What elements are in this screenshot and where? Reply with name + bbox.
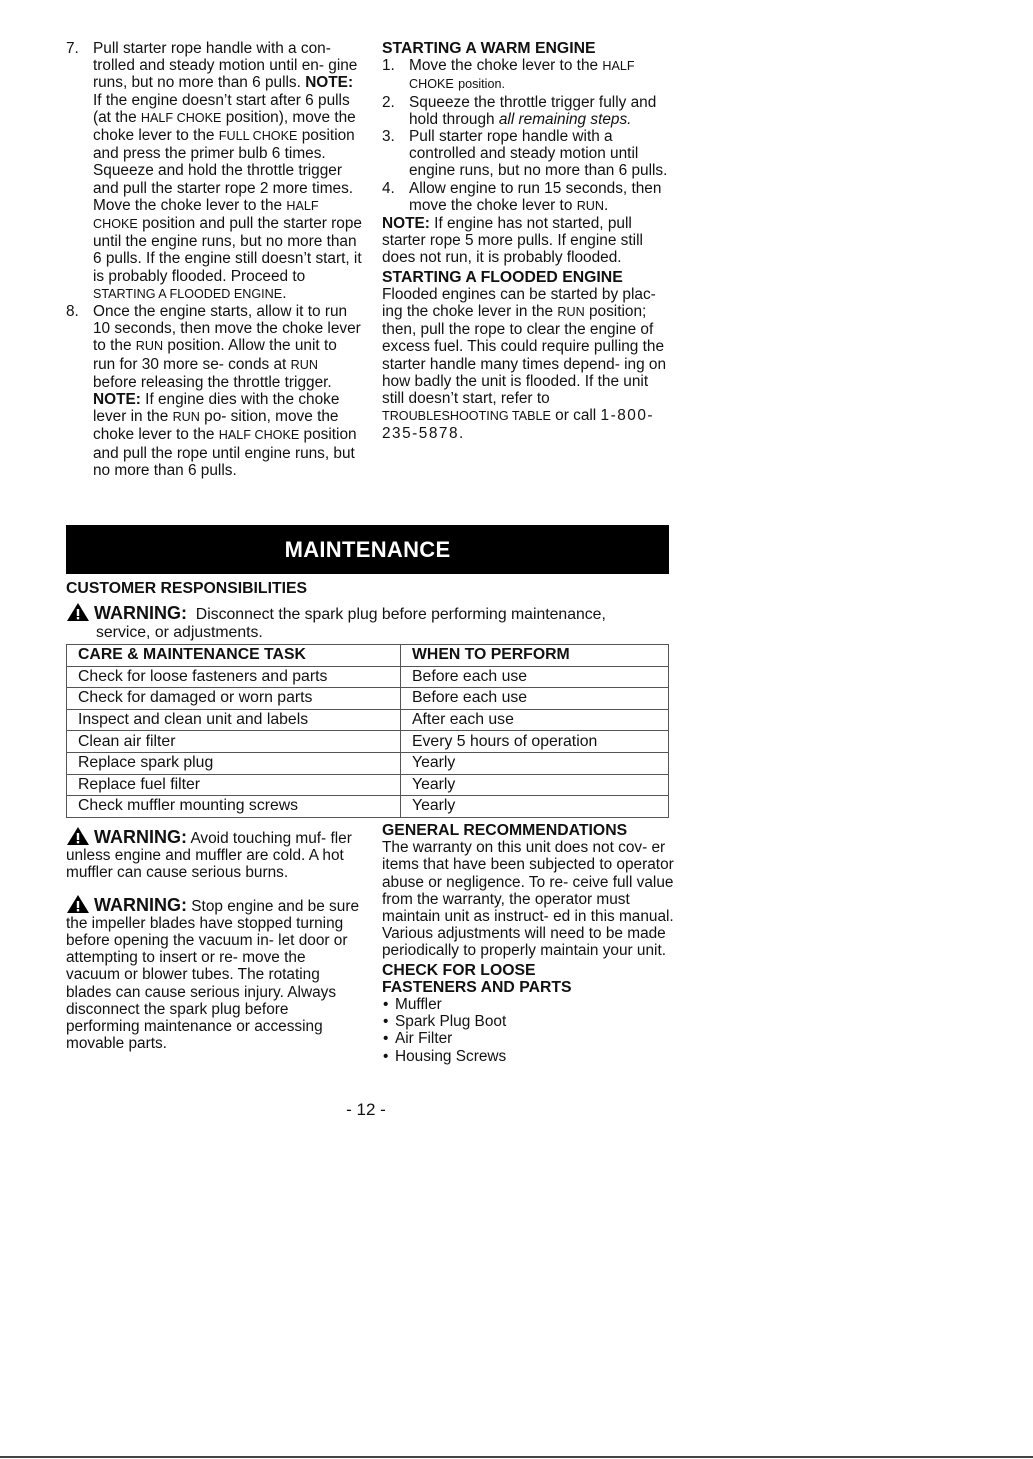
run-term-1: RUN [135, 339, 164, 354]
warm-step-4-text: Allow engine to run 15 seconds, then move the choke lever to [409, 179, 662, 214]
task-cell: Clean air filter [67, 731, 401, 753]
warm-step-3 [382, 128, 674, 180]
troubleshooting-table-reference: TROUBLESHOOTING TABLE [382, 409, 551, 424]
muffler-warning [66, 826, 360, 882]
flooded-text-1: Flooded engines can be started by plac- ing the choke lever in the [382, 285, 656, 321]
left-column [66, 40, 362, 479]
step-8-text-6: position and pull the rope until engine runs, but no more than 6 pulls. [93, 426, 357, 479]
warm-step-4 [382, 180, 674, 215]
warm-half-choke-term: HALF CHOKE [409, 59, 635, 92]
warning-text-2: service, or adjustments. [96, 623, 263, 641]
warning-icon [66, 894, 90, 914]
when-cell: Before each use [401, 666, 669, 688]
warm-run-term: RUN [576, 198, 604, 213]
flooded-text-2: position; then, pull the rope to clear the engine of excess fuel. This could require pulling the starter handle many times depend- ing on how badly the unit is flooded. If the unit still doesn’t start, refer to [382, 303, 667, 408]
list-item-text: Housing Screws [395, 1047, 507, 1065]
step-8-text-2: position. Allow the unit to run for 30 more se- conds at [93, 337, 337, 373]
right-column [382, 40, 674, 443]
table-row [67, 796, 669, 818]
bullet-icon: • [383, 1047, 389, 1065]
warm-step-2-number: 2. [382, 93, 395, 111]
warm-note [382, 215, 674, 267]
bullet-icon: • [383, 1030, 389, 1048]
task-cell: Check for damaged or worn parts [67, 688, 401, 710]
warm-step-1-end: position. [458, 77, 505, 92]
table-row [67, 752, 669, 774]
bottom-divider [0, 1456, 1033, 1458]
step-8-text-4: If engine dies with the choke lever in the [93, 391, 340, 426]
step-7-text-4: position and press the primer bulb 6 times. Squeeze and hold the throttle trigger and pull the starter rope 2 more times. Move the choke lever to the [93, 127, 355, 214]
phone-number: 1-800-235-5878. [382, 407, 655, 443]
warning-label: WARNING: [94, 603, 187, 623]
full-choke-term: FULL CHOKE [218, 129, 298, 144]
maintenance-table [66, 644, 669, 818]
list-item [382, 996, 674, 1013]
step-8-number: 8. [66, 303, 79, 321]
list-item-text: Air Filter [395, 1030, 453, 1048]
step-7 [66, 40, 362, 303]
task-cell: Replace spark plug [67, 752, 401, 774]
table-row [67, 666, 669, 688]
impeller-warning-text: Stop engine and be sure the impeller blades have stopped turning before opening the vacuum in- let door or attempting to insert or re- move the vacuum or blower tubes. The rotating blades can cause serious injury. Always disconnect the spark plug before performing maintenance or accessing movable parts. [66, 897, 360, 1053]
warning-icon [66, 602, 90, 622]
step-8-text-3: before releasing the throttle trigger. [93, 373, 332, 391]
muffler-warning-label: WARNING: [94, 827, 187, 847]
when-cell: Yearly [401, 752, 669, 774]
general-recommendations-text: The warranty on this unit does not cov- er items that have been subjected to operator abuse or negligence. To re- ceive full value from the warranty, the operator must maintain unit as instruct- ed in this manual. Various adjustments will need to be made periodically to properly maintain your unit. [382, 839, 674, 960]
table-header-row [67, 645, 669, 667]
task-cell: Replace fuel filter [67, 774, 401, 796]
warm-step-3-text: Pull starter rope handle with a controlled and steady motion until engine runs, but no more than 6 pulls. [409, 128, 668, 180]
list-item-text: Spark Plug Boot [395, 1013, 507, 1031]
list-item [382, 1048, 674, 1065]
general-recommendations-heading: GENERAL RECOMMENDATIONS [382, 822, 628, 839]
step-7-end: . [282, 284, 287, 302]
warm-note-label: NOTE: [382, 215, 430, 233]
check-fasteners-heading-line-2: FASTENERS AND PARTS [382, 978, 572, 996]
bottom-right-column [382, 822, 674, 1065]
warm-step-4-end: . [603, 196, 609, 214]
step-7-note-label: NOTE: [305, 74, 354, 92]
page-number: - 12 - [346, 1100, 386, 1119]
table-row [67, 688, 669, 710]
list-item-text: Muffler [395, 996, 442, 1014]
warm-step-2-italic: all remaining steps. [498, 110, 632, 128]
table-row [67, 709, 669, 731]
flooded-text-3: or call [555, 407, 597, 425]
half-choke-term-1: HALF CHOKE [140, 110, 222, 125]
warm-step-2 [382, 94, 674, 128]
when-cell: Every 5 hours of operation [401, 731, 669, 753]
flooded-run-term: RUN [557, 305, 585, 320]
table-header-task: CARE & MAINTENANCE TASK [67, 645, 401, 667]
run-term-2: RUN [290, 357, 318, 372]
list-item [382, 1013, 674, 1030]
run-term-3: RUN [172, 410, 200, 425]
warm-step-2-text: Squeeze the throttle trigger fully and hold through [409, 93, 657, 128]
bullet-icon: • [383, 1013, 389, 1031]
bullet-icon: • [383, 996, 389, 1014]
warm-step-3-number: 3. [382, 128, 395, 146]
table-row [67, 774, 669, 796]
flooded-engine-heading: STARTING A FLOODED ENGINE [382, 268, 623, 286]
warm-note-text: If engine has not started, pull starter rope 5 more pulls. If engine still does not run, it is probably flooded. [382, 215, 643, 267]
impeller-warning-label: WARNING: [94, 894, 187, 915]
when-cell: Yearly [401, 796, 669, 818]
step-8-text-5: po- sition, move the choke lever to the [93, 408, 339, 444]
when-cell: Before each use [401, 688, 669, 710]
half-choke-term-2: HALF CHOKE [93, 198, 319, 232]
step-7-text-2: If the engine doesn’t start after 6 pulls (at the [93, 91, 350, 126]
step-7-text-3: position), move the choke lever to the [93, 108, 356, 145]
maintenance-banner: MAINTENANCE [66, 525, 669, 574]
table-header-when: WHEN TO PERFORM [401, 645, 669, 667]
warning-text-1: Disconnect the spark plug before performing maintenance, [195, 606, 606, 623]
step-8-note-label: NOTE: [93, 391, 141, 409]
flooded-engine-reference: STARTING A FLOODED ENGINE [93, 286, 283, 301]
check-fasteners-heading-line-1: CHECK FOR LOOSE [382, 961, 536, 979]
maintenance-warning [66, 602, 666, 641]
list-item [382, 1030, 674, 1047]
when-cell: Yearly [401, 774, 669, 796]
when-cell: After each use [401, 709, 669, 731]
warm-engine-heading: STARTING A WARM ENGINE [382, 40, 596, 57]
step-7-text-1: Pull starter rope handle with a con- trolled and steady motion until en- gine runs, but no more than 6 pulls. [93, 40, 358, 92]
step-7-text-5: position and pull the starter rope until the engine runs, but no more than 6 pulls. If the engine still doesn’t start, it is probably flooded. Proceed to [93, 215, 362, 285]
warm-step-4-number: 4. [382, 179, 395, 197]
step-8-text-1: Once the engine starts, allow it to run 10 seconds, then move the choke lever to the [93, 303, 361, 355]
muffler-warning-text: Avoid touching muf- fler unless engine and muffler are cold. A hot muffler can cause serious burns. [66, 830, 352, 882]
warm-step-1-number: 1. [382, 57, 395, 75]
flooded-engine-text [382, 286, 674, 443]
warm-step-1-text: Move the choke lever to the [409, 57, 599, 75]
warm-step-1 [382, 57, 674, 93]
task-cell: Inspect and clean unit and labels [67, 709, 401, 731]
warning-icon [66, 826, 90, 846]
table-row [67, 731, 669, 753]
step-7-number: 7. [66, 40, 79, 57]
task-cell: Check for loose fasteners and parts [67, 666, 401, 688]
step-8 [66, 303, 362, 479]
bottom-left-column [66, 826, 360, 1052]
impeller-warning [66, 894, 360, 1053]
task-cell: Check muffler mounting screws [67, 796, 401, 818]
customer-responsibilities-heading: CUSTOMER RESPONSIBILITIES [66, 580, 308, 597]
half-choke-term-3: HALF CHOKE [218, 428, 300, 443]
